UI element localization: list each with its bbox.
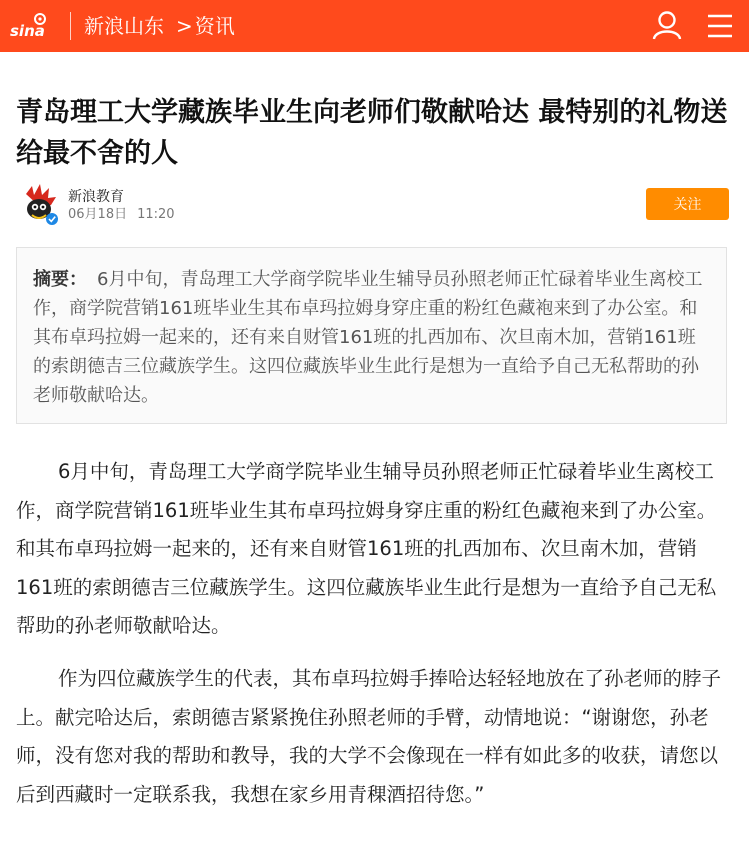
top-bar <box>0 0 749 52</box>
verified-badge-icon <box>46 213 58 225</box>
channel-link[interactable]: 新浪山东 <box>84 14 164 38</box>
article-paragraph: 作为四位藏族学生的代表，其布卓玛拉姆手捧哈达轻轻地放在了孙老师的脖子上。献完哈达后，索朗德吉紧紧挽住孙照老师的手臂，动情地说：“谢谢您，孙老师，没有您对我的帮助和教导，我的大学不会像现在一样有如此多的收获，请您以后到西藏时一定联系我，我想在家乡用青稞酒招待您。” <box>16 667 722 806</box>
publish-time: 11:20 <box>137 207 175 222</box>
menu-icon[interactable] <box>705 11 735 41</box>
follow-button[interactable]: 关注 <box>646 188 729 220</box>
author-avatar[interactable] <box>18 184 60 226</box>
breadcrumb-separator: > <box>176 14 193 38</box>
article-summary <box>16 247 727 424</box>
article-paragraph: 6月中旬，青岛理工大学商学院毕业生辅导员孙照老师正忙碌着毕业生离校工作，商学院营销161班毕业生其布卓玛拉姆身穿庄重的粉红色藏袍来到了办公室。和其布卓玛拉姆一起来的，还有来自财管161班的扎西加布、次旦南木加，营销161班的索朗德吉三位藏族学生。这四位藏族毕业生此行是想为一直给予自己无私帮助的孙老师敬献哈达。 <box>16 460 717 638</box>
publish-date: 06月18日 <box>68 207 128 222</box>
article-title: 青岛理工大学藏族毕业生向老师们敬献哈达 最特别的礼物送给最不舍的人 <box>16 97 728 169</box>
logo-text: sina <box>10 22 45 40</box>
header-divider <box>70 12 71 40</box>
summary-text: 6月中旬，青岛理工大学商学院毕业生辅导员孙照老师正忙碌着毕业生离校工作，商学院营销161班毕业生其布卓玛拉姆身穿庄重的粉红色藏袍来到了办公室。和其布卓玛拉姆一起来的，还有来自财管161班的扎西加布、次旦南木加，营销161班的索朗德吉三位藏族学生。这四位藏族毕业生此行是想为一直给予自己无私帮助的孙老师敬献哈达。 <box>33 269 703 406</box>
publish-info <box>68 206 175 224</box>
breadcrumb <box>84 12 235 40</box>
user-icon[interactable] <box>651 9 683 41</box>
author-name[interactable]: 新浪教育 <box>68 189 124 205</box>
section-link[interactable]: 资讯 <box>194 14 235 38</box>
summary-label: 摘要： <box>33 269 87 290</box>
sina-logo[interactable] <box>10 12 52 40</box>
